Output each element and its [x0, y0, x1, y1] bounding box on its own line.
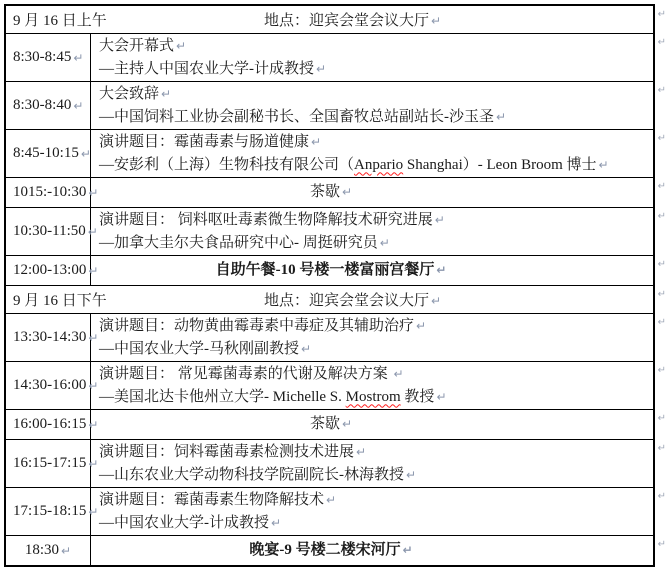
time-cell [6, 34, 91, 81]
row-end-mark-icon: ↵ [657, 133, 666, 144]
time-text: 8:30-8:40 [13, 97, 72, 113]
break-label-line [310, 413, 352, 436]
time-text: 17:15-18:15 [13, 503, 87, 519]
session-speaker-suffix: 教授 [400, 388, 435, 405]
time-text: 10:30-11:50 [13, 223, 86, 239]
session-title-line [99, 35, 653, 58]
content-cell [91, 362, 653, 409]
schedule-row-detection [6, 439, 666, 487]
section-header-morning [6, 6, 666, 33]
time-cell [6, 362, 99, 409]
meal-label: 自助午餐-10 号楼一楼富丽宫餐厅 [215, 262, 435, 278]
paragraph-mark-icon: ↵ [271, 515, 282, 530]
row-end-mark-icon: ↵ [657, 85, 666, 96]
paragraph-mark-icon: ↵ [434, 212, 445, 227]
session-speaker-line [99, 386, 653, 409]
time-text: 8:30-8:45 [13, 49, 72, 65]
paragraph-mark-icon: ↵ [436, 389, 447, 404]
paragraph-mark-icon: ↵ [393, 366, 404, 381]
session-speaker: —主持人中国农业大学-计成教授 [99, 60, 314, 77]
time-cell [6, 440, 99, 487]
session-speaker: —中国农业大学-计成教授 [99, 514, 269, 531]
paragraph-mark-icon: ↵ [176, 38, 187, 53]
session-title: 大会致辞 [99, 85, 160, 102]
conference-agenda-table [4, 4, 666, 567]
session-speaker-line [99, 154, 653, 177]
session-speaker-line [99, 232, 653, 255]
time-cell [6, 130, 91, 177]
section-location-label [264, 9, 441, 30]
time-cell [6, 256, 99, 285]
paragraph-mark-icon: ↵ [88, 263, 99, 278]
session-speaker: —中国饲料工业协会副秘书长、全国畜牧总站副站长-沙玉圣 [99, 108, 494, 125]
section-location-label [264, 289, 441, 310]
session-speaker-line [99, 338, 653, 361]
schedule-row-vomitoxin [6, 207, 666, 255]
row-end-mark-icon: ↵ [657, 289, 666, 300]
content-cell [91, 440, 653, 487]
misspelled-word: Anpario [354, 156, 404, 173]
schedule-row-tea-break-pm [6, 409, 666, 439]
time-cell [6, 208, 98, 255]
paragraph-mark-icon: ↵ [301, 341, 312, 356]
paragraph-mark-icon: ↵ [406, 467, 417, 482]
time-cell [6, 82, 91, 129]
paragraph-mark-icon: ↵ [316, 61, 327, 76]
row-end-mark-icon: ↵ [657, 9, 666, 20]
session-title: 大会开幕式 [99, 37, 175, 54]
content-cell [91, 314, 653, 361]
session-title: 演讲题目：饲料霉菌毒素检测技术进展 [99, 443, 355, 460]
content-cell [91, 536, 653, 565]
row-end-mark-icon: ↵ [657, 37, 666, 48]
session-title: 演讲题目：动物黄曲霉毒素中毒症及其辅助治疗 [99, 317, 415, 334]
paragraph-mark-icon: ↵ [73, 98, 84, 113]
content-cell [91, 410, 653, 439]
row-end-mark-icon: ↵ [657, 181, 666, 192]
time-text: 18:30 [24, 542, 60, 558]
session-speaker-line [99, 512, 653, 535]
paragraph-mark-icon: ↵ [80, 146, 91, 161]
row-end-mark-icon: ↵ [657, 491, 666, 502]
schedule-row-metabolism [6, 361, 666, 409]
misspelled-word: Mostrom [345, 388, 401, 405]
session-speaker: —中国农业大学-马秋刚副教授 [99, 340, 299, 357]
break-label-line [310, 181, 352, 204]
paragraph-mark-icon: ↵ [341, 417, 353, 431]
schedule-row-dinner [6, 535, 666, 565]
paragraph-mark-icon: ↵ [87, 224, 98, 239]
content-cell [91, 256, 653, 285]
session-speaker-prefix: —美国北达卡他州立大学- Michelle S. [99, 388, 346, 405]
time-text: 13:30-14:30 [13, 329, 87, 345]
paragraph-mark-icon: ↵ [356, 444, 367, 459]
time-cell [6, 410, 99, 439]
session-title-line [99, 209, 653, 232]
location-text: 地点：迎宾会堂会议大厅 [264, 293, 430, 309]
row-end-mark-icon: ↵ [657, 413, 666, 424]
session-title-line [99, 441, 653, 464]
paragraph-mark-icon: ↵ [598, 157, 609, 172]
paragraph-mark-icon: ↵ [436, 263, 447, 277]
session-speaker-line [99, 58, 653, 81]
row-end-mark-icon: ↵ [657, 539, 666, 550]
paragraph-mark-icon: ↵ [431, 294, 442, 308]
row-end-mark-icon: ↵ [657, 259, 666, 270]
time-cell [6, 488, 99, 535]
paragraph-mark-icon: ↵ [88, 330, 99, 345]
time-text: 1015:-10:30 [13, 184, 87, 200]
session-title-line [99, 489, 653, 512]
time-cell [6, 536, 91, 565]
session-title-line [99, 315, 653, 338]
session-speaker-suffix: Shanghai）- Leon Broom 博士 [403, 156, 597, 173]
paragraph-mark-icon: ↵ [73, 50, 84, 65]
time-text: 14:30-16:00 [13, 377, 87, 393]
content-cell [91, 208, 653, 255]
meal-label: 晚宴-9 号楼二楼宋河厅 [249, 542, 401, 558]
paragraph-mark-icon: ↵ [88, 456, 99, 471]
paragraph-mark-icon: ↵ [88, 417, 99, 432]
schedule-row-opening [6, 33, 666, 81]
schedule-row-lunch [6, 255, 666, 285]
row-end-mark-icon: ↵ [657, 317, 666, 328]
row-end-mark-icon: ↵ [657, 443, 666, 454]
paragraph-mark-icon: ↵ [416, 318, 427, 333]
session-title-line [99, 83, 653, 106]
paragraph-mark-icon: ↵ [402, 543, 413, 557]
section-date-label: 9 月 16 日上午 [13, 13, 107, 29]
schedule-row-gut-health [6, 129, 666, 177]
paragraph-mark-icon: ↵ [326, 492, 337, 507]
session-speaker: —加拿大圭尔夫食品研究中心- 周挺研究员 [99, 234, 378, 251]
content-cell [91, 130, 653, 177]
schedule-row-biodegradation [6, 487, 666, 535]
paragraph-mark-icon: ↵ [88, 378, 99, 393]
paragraph-mark-icon: ↵ [496, 109, 507, 124]
session-title-line [99, 131, 653, 154]
paragraph-mark-icon: ↵ [61, 543, 72, 558]
paragraph-mark-icon: ↵ [161, 86, 172, 101]
time-text: 12:00-13:00 [13, 262, 87, 278]
paragraph-mark-icon: ↵ [341, 185, 353, 199]
section-header-afternoon [6, 285, 666, 313]
paragraph-mark-icon: ↵ [379, 235, 390, 250]
time-cell [6, 314, 99, 361]
location-text: 地点：迎宾会堂会议大厅 [264, 13, 430, 29]
session-speaker-prefix: —安彭利（上海）生物科技有限公司（ [99, 156, 355, 173]
schedule-row-welcome [6, 81, 666, 129]
session-title: 演讲题目： 常见霉菌毒素的代谢及解决方案 [99, 365, 392, 382]
meal-label-line [216, 259, 447, 282]
content-cell [91, 488, 653, 535]
session-speaker-line [99, 106, 653, 129]
session-title: 演讲题目： 饲料呕吐毒素微生物降解技术研究进展 [99, 211, 433, 228]
session-speaker-line [99, 464, 653, 487]
schedule-row-aflatoxin [6, 313, 666, 361]
row-end-mark-icon: ↵ [657, 211, 666, 222]
content-cell [91, 34, 653, 81]
schedule-row-tea-break-am [6, 177, 666, 207]
time-text: 16:00-16:15 [13, 416, 87, 432]
meal-label-line [249, 539, 412, 562]
time-text: 16:15-17:15 [13, 455, 87, 471]
section-date-label: 9 月 16 日下午 [13, 293, 107, 309]
content-cell [91, 82, 653, 129]
paragraph-mark-icon: ↵ [311, 134, 322, 149]
session-title: 演讲题目：霉菌毒素与肠道健康 [99, 133, 310, 150]
content-cell [91, 178, 653, 207]
row-end-mark-icon: ↵ [657, 365, 666, 376]
paragraph-mark-icon: ↵ [431, 14, 442, 28]
session-title-line [99, 363, 653, 386]
session-speaker: —山东农业大学动物科技学院副院长-林海教授 [99, 466, 404, 483]
paragraph-mark-icon: ↵ [88, 185, 99, 200]
break-label: 茶歇 [309, 416, 340, 432]
paragraph-mark-icon: ↵ [88, 504, 99, 519]
session-title: 演讲题目：霉菌毒素生物降解技术 [99, 491, 325, 508]
time-text: 8:45-10:15 [13, 145, 79, 161]
break-label: 茶歇 [309, 184, 340, 200]
time-cell [6, 178, 99, 207]
